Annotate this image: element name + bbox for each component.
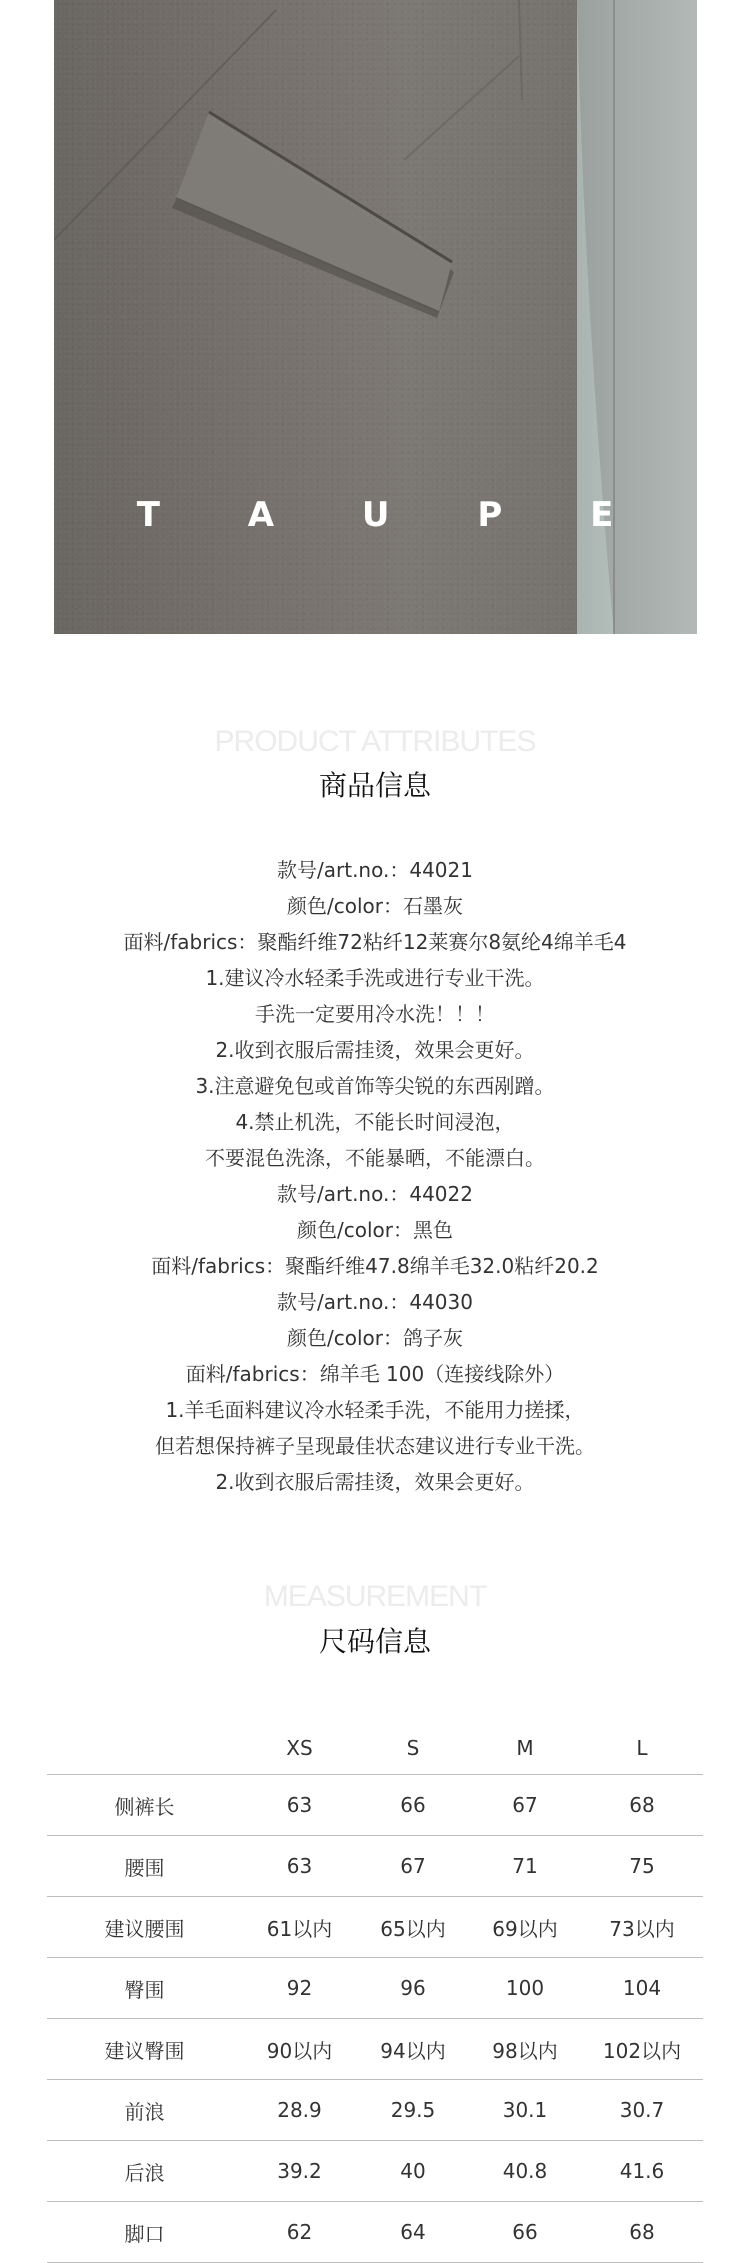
table-cell: 39.2 — [242, 2141, 357, 2202]
table-cell: 67 — [469, 1775, 581, 1836]
attribute-line: 2.收到衣服后需挂烫，效果会更好。 — [215, 1470, 535, 1494]
attribute-line: 但若想保持裤子呈现最佳状态建议进行专业干洗。 — [155, 1434, 595, 1458]
attribute-line: 颜色/color：黑色 — [297, 1218, 453, 1242]
table-cell: 30.1 — [469, 2080, 581, 2141]
attribute-line: 颜色/color：鸽子灰 — [287, 1326, 463, 1350]
table-cell: 69以内 — [469, 1897, 581, 1958]
table-cell: 100 — [469, 1958, 581, 2019]
size-chart-table — [47, 1722, 703, 2263]
table-row — [47, 2080, 703, 2141]
row-label: 前浪 — [47, 2080, 242, 2141]
attribute-line: 不要混色洗涤，不能暴晒，不能漂白。 — [205, 1146, 545, 1170]
row-label: 腰围 — [47, 1836, 242, 1897]
row-label: 臀围 — [47, 1958, 242, 2019]
attributes-title-cn: 商品信息 — [318, 769, 431, 802]
pocket-detail-illustration — [54, 0, 697, 634]
table-cell: 63 — [242, 1775, 357, 1836]
table-cell: 64 — [357, 2202, 469, 2263]
attribute-line: 1.羊毛面料建议冷水轻柔手洗，不能用力搓揉， — [165, 1398, 585, 1422]
table-cell: 29.5 — [357, 2080, 469, 2141]
row-label: 脚口 — [47, 2202, 242, 2263]
table-cell: 68 — [581, 2202, 703, 2263]
table-row — [47, 1775, 703, 1836]
table-cell: 104 — [581, 1958, 703, 2019]
table-row — [47, 1836, 703, 1897]
attribute-line: 4.禁止机洗，不能长时间浸泡， — [235, 1110, 515, 1134]
color-name-overlay: T A U P E — [136, 495, 652, 535]
table-cell: 98以内 — [469, 2019, 581, 2080]
table-row — [47, 1958, 703, 2019]
table-cell: 90以内 — [242, 2019, 357, 2080]
attribute-line: 款号/art.no.：44030 — [277, 1290, 473, 1314]
attribute-line: 面料/fabrics：聚酯纤维47.8绵羊毛32.0粘纤20.2 — [151, 1254, 599, 1278]
table-cell: 28.9 — [242, 2080, 357, 2141]
table-cell: 40.8 — [469, 2141, 581, 2202]
table-cell: 62 — [242, 2202, 357, 2263]
table-cell: 96 — [357, 1958, 469, 2019]
attribute-line: 面料/fabrics：绵羊毛 100（连接线除外） — [185, 1362, 565, 1386]
product-photo — [0, 0, 750, 634]
attribute-list — [0, 852, 750, 1500]
attributes-title-en: PRODUCT ATTRIBUTES — [214, 725, 536, 758]
table-cell: 68 — [581, 1775, 703, 1836]
table-cell: 40 — [357, 2141, 469, 2202]
row-label: 侧裤长 — [47, 1775, 242, 1836]
table-cell: 65以内 — [357, 1897, 469, 1958]
table-cell: 71 — [469, 1836, 581, 1897]
table-cell: 73以内 — [581, 1897, 703, 1958]
attribute-line: 2.收到衣服后需挂烫，效果会更好。 — [215, 1038, 535, 1062]
table-cell: 75 — [581, 1836, 703, 1897]
table-cell: 92 — [242, 1958, 357, 2019]
header-cell: S — [357, 1722, 469, 1775]
table-cell: 63 — [242, 1836, 357, 1897]
row-label: 后浪 — [47, 2141, 242, 2202]
attribute-line: 面料/fabrics：聚酯纤维72粘纤12莱赛尔8氨纶4绵羊毛4 — [123, 930, 627, 954]
table-cell: 66 — [469, 2202, 581, 2263]
table-cell: 30.7 — [581, 2080, 703, 2141]
header-cell: XS — [242, 1722, 357, 1775]
header-cell: L — [581, 1722, 703, 1775]
row-label: 建议腰围 — [47, 1897, 242, 1958]
table-cell: 66 — [357, 1775, 469, 1836]
attribute-line: 3.注意避免包或首饰等尖锐的东西剐蹭。 — [195, 1074, 555, 1098]
size-header-row — [47, 1722, 703, 1775]
measurement-title-en: MEASUREMENT — [263, 1580, 487, 1613]
row-label: 建议臀围 — [47, 2019, 242, 2080]
table-row — [47, 2141, 703, 2202]
table-row — [47, 1897, 703, 1958]
attribute-line: 手洗一定要用冷水洗！！！ — [255, 1002, 495, 1026]
table-cell: 94以内 — [357, 2019, 469, 2080]
attribute-line: 款号/art.no.：44022 — [277, 1182, 473, 1206]
fabric-closeup-image — [54, 0, 697, 634]
table-row — [47, 2202, 703, 2263]
table-cell: 41.6 — [581, 2141, 703, 2202]
table-cell: 102以内 — [581, 2019, 703, 2080]
attribute-line: 颜色/color：石墨灰 — [287, 894, 463, 918]
attribute-line: 1.建议冷水轻柔手洗或进行专业干洗。 — [205, 966, 545, 990]
table-cell: 61以内 — [242, 1897, 357, 1958]
table-cell: 67 — [357, 1836, 469, 1897]
attribute-line: 款号/art.no.：44021 — [277, 858, 473, 882]
measurement-title-cn: 尺码信息 — [318, 1625, 431, 1658]
header-cell — [47, 1722, 242, 1775]
header-cell: M — [469, 1722, 581, 1775]
table-row — [47, 2019, 703, 2080]
